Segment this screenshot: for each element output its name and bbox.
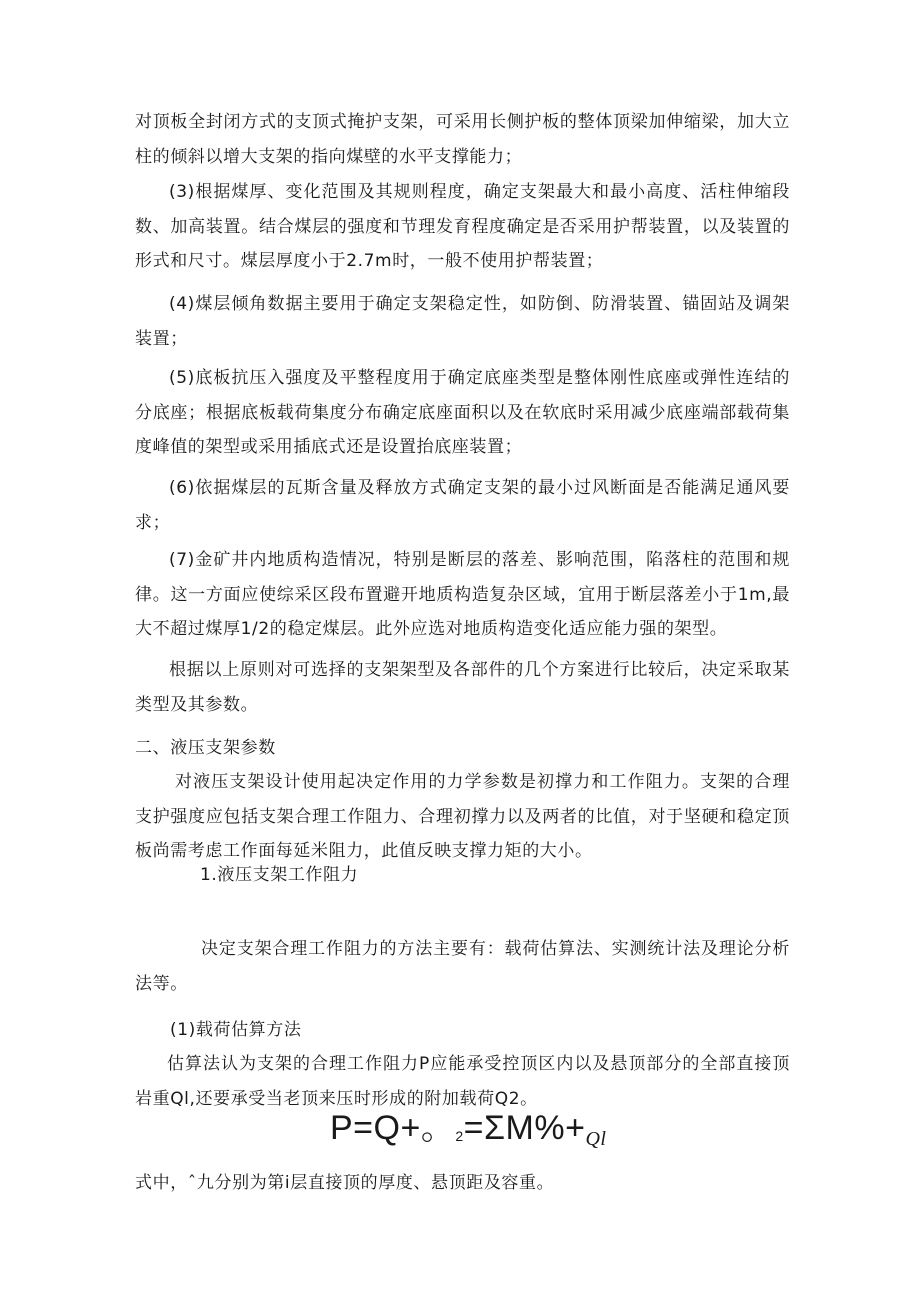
- paragraph-summary: 根据以上原则对可选择的支架架型及各部件的几个方案进行比较后，决定采取某类型及其参数。: [135, 660, 790, 715]
- paragraph-mechanical-params: 对液压支架设计使用起决定作用的力学参数是初撑力和工作阻力。支架的合理支护强度应包括支架合理工作阻力、合理初撑力以及两者的比值，对于坚硬和稳定顶板尚需考虑工作面每延米阻力，此值反映支撑力矩的大小。: [135, 772, 790, 861]
- section-heading: 二、液压支架参数: [135, 738, 276, 758]
- paragraph-item-7: (7)金矿井内地质构造情况，特别是断层的落差、影响范围，陷落柱的范围和规律。这一方面应使综采区段布置避开地质构造复杂区域，宜用于断层落差小于1m,最大不超过煤厚1/2的稳定煤层。此外应选对地质构造变化适应能力强的架型。: [135, 550, 790, 639]
- paragraph-item-4: (4)煤层倾角数据主要用于确定支架稳定性，如防倒、防滑装置、锚固站及调架装置；: [135, 294, 790, 349]
- formula-subscript: 2: [455, 1128, 464, 1144]
- paragraph-item-6: (6)依据煤层的瓦斯含量及释放方式确定支架的最小过风断面是否能满足通风要求；: [135, 478, 790, 533]
- formula-rest: =ΣM%+: [463, 1109, 586, 1147]
- method-heading: (1)载荷估算方法: [170, 1020, 302, 1040]
- paragraph-support-design: 对顶板全封闭方式的支顶式掩护支架，可采用长侧护板的整体顶梁加伸缩梁，加大立柱的倾斜以增大支架的指向煤壁的水平支撑能力；: [135, 112, 790, 167]
- formula-tail: Ql: [585, 1128, 607, 1150]
- paragraph-item-5: (5)底板抗压入强度及平整程度用于确定底座类型是整体刚性底座或弹性连结的分底座；根据底板载荷集度分布确定底座面积以及在软底时采用减少底座端部载荷集度峰值的架型或采用插底式还是设置抬底座装置；: [135, 368, 790, 457]
- formula: [330, 1100, 606, 1151]
- paragraph-estimation: 估算法认为支架的合理工作阻力P应能承受控顶区内以及悬顶部分的全部直接顶岩重Ql,还要承受当老顶来压时形成的附加载荷Q2。: [135, 1054, 790, 1109]
- formula-main: P=Q+。: [330, 1109, 456, 1147]
- subsection-heading: 1.液压支架工作阻力: [200, 865, 359, 885]
- paragraph-item-3: (3)根据煤厚、变化范围及其规则程度，确定支架最大和最小高度、活柱伸缩段数、加高装置。结合煤层的强度和节理发育程度确定是否采用护帮装置，以及装置的形式和尺寸。煤层厚度小于2.7m时，一般不使用护帮装置；: [135, 182, 790, 271]
- paragraph-where: 式中，ˆ九分别为第i层直接顶的厚度、悬顶距及容重。: [135, 1173, 555, 1193]
- paragraph-methods: 决定支架合理工作阻力的方法主要有：载荷估算法、实测统计法及理论分析法等。: [135, 939, 790, 994]
